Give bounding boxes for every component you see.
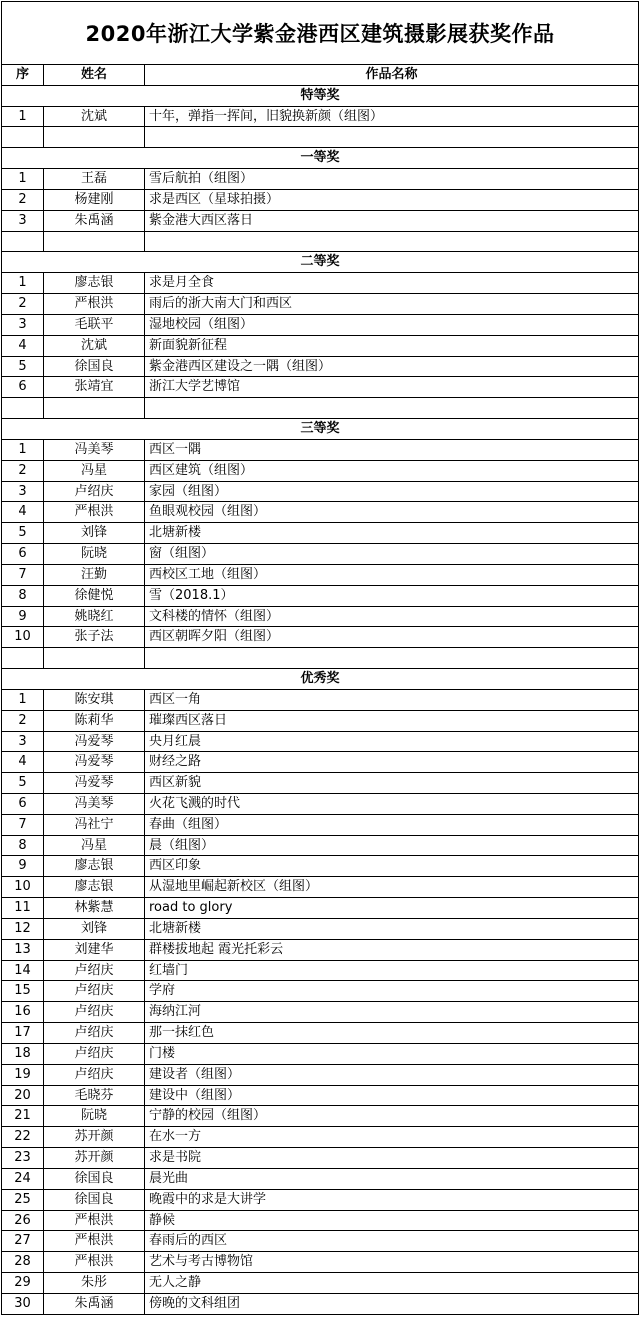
- row-work: 海纳江河: [149, 1004, 202, 1020]
- row-name: 廖志银: [44, 273, 145, 293]
- row-work: 十年，弹指一挥间，旧貌换新颜（组图）: [149, 108, 384, 124]
- blank-work: [145, 232, 638, 252]
- header-row: [2, 65, 638, 86]
- table-row: [2, 190, 638, 211]
- row-seq: 2: [2, 294, 44, 314]
- row-work: 春曲（组图）: [149, 816, 228, 832]
- table-row: [2, 732, 638, 753]
- row-work: 无人之静: [149, 1275, 202, 1291]
- row-name: 严根洪: [44, 1231, 145, 1251]
- table-row: [2, 502, 638, 523]
- row-seq: 6: [2, 377, 44, 397]
- table-row: [2, 1273, 638, 1294]
- table-row: [2, 961, 638, 982]
- row-work: 求是月全食: [149, 275, 215, 291]
- row-seq: 1: [2, 273, 44, 293]
- table-row: [2, 482, 638, 503]
- row-work: 宁静的校园（组图）: [149, 1108, 267, 1124]
- row-seq: 6: [2, 794, 44, 814]
- row-name: 沈斌: [44, 107, 145, 127]
- row-work: 晨光曲: [149, 1170, 189, 1186]
- row-seq: 22: [2, 1127, 44, 1147]
- section-title: 二等奖: [300, 254, 340, 270]
- table-row: [2, 273, 638, 294]
- row-work: 央月红晨: [149, 733, 202, 749]
- table-row: [2, 1044, 638, 1065]
- row-name: 卢绍庆: [44, 981, 145, 1001]
- row-work: 求是书院: [149, 1150, 202, 1166]
- section-title: 三等奖: [300, 421, 340, 437]
- row-name: 严根洪: [44, 294, 145, 314]
- row-work: 艺术与考古博物馆: [149, 1254, 254, 1270]
- row-work: road to glory: [149, 900, 233, 916]
- table-row: [2, 377, 638, 398]
- row-name: 冯爱琴: [44, 732, 145, 752]
- row-work: 家园（组图）: [149, 483, 228, 499]
- section-header-row: [2, 252, 638, 273]
- row-seq: 3: [2, 211, 44, 231]
- row-name: 张子法: [44, 627, 145, 647]
- table-row: [2, 1106, 638, 1127]
- table-row: [2, 523, 638, 544]
- row-seq: 8: [2, 836, 44, 856]
- row-seq: 11: [2, 898, 44, 918]
- row-name: 卢绍庆: [44, 961, 145, 981]
- table-row: [2, 1169, 638, 1190]
- row-seq: 4: [2, 752, 44, 772]
- row-seq: 19: [2, 1065, 44, 1085]
- row-seq: 25: [2, 1190, 44, 1210]
- table-row: [2, 1231, 638, 1252]
- row-work: 紫金港西区建设之一隅（组图）: [149, 358, 332, 374]
- table-row: [2, 1252, 638, 1273]
- row-name: 严根洪: [44, 1252, 145, 1272]
- row-work: 建设中（组图）: [149, 1087, 241, 1103]
- row-seq: 9: [2, 856, 44, 876]
- row-seq: 1: [2, 107, 44, 127]
- row-work: 群楼拔地起 霞光托彩云: [149, 941, 284, 957]
- table-row: [2, 940, 638, 961]
- row-seq: 18: [2, 1044, 44, 1064]
- row-name: 冯星: [44, 461, 145, 481]
- blank-row: [2, 648, 638, 669]
- row-work: 浙江大学艺博馆: [149, 379, 241, 395]
- table-row: [2, 294, 638, 315]
- table-row: [2, 794, 638, 815]
- row-name: 廖志银: [44, 877, 145, 897]
- row-work: 紫金港大西区落日: [149, 212, 254, 228]
- row-name: 卢绍庆: [44, 1023, 145, 1043]
- table-row: [2, 1294, 638, 1315]
- blank-name: [44, 127, 145, 147]
- blank-work: [145, 648, 638, 668]
- row-work: 雪后航拍（组图）: [149, 171, 254, 187]
- table-row: [2, 1190, 638, 1211]
- row-name: 徐国良: [44, 357, 145, 377]
- row-seq: 23: [2, 1148, 44, 1168]
- row-name: 陈莉华: [44, 711, 145, 731]
- row-work: 窗（组图）: [149, 546, 215, 562]
- row-name: 朱禹涵: [44, 1294, 145, 1315]
- award-table: [1, 1, 639, 1315]
- row-name: 毛晓芬: [44, 1086, 145, 1106]
- section-title: 一等奖: [300, 150, 340, 166]
- row-work: 西区一角: [149, 691, 202, 707]
- row-name: 冯美琴: [44, 440, 145, 460]
- row-seq: 6: [2, 544, 44, 564]
- blank-name: [44, 232, 145, 252]
- row-work: 求是西区（星球拍摄）: [149, 191, 280, 207]
- row-name: 阮晓: [44, 1106, 145, 1126]
- table-row: [2, 211, 638, 232]
- row-seq: 28: [2, 1252, 44, 1272]
- row-work: 北塘新楼: [149, 920, 202, 936]
- row-seq: 17: [2, 1023, 44, 1043]
- row-work: 西区建筑（组图）: [149, 462, 254, 478]
- row-work: 财经之路: [149, 754, 202, 770]
- table-row: [2, 1023, 638, 1044]
- row-seq: 29: [2, 1273, 44, 1293]
- row-seq: 9: [2, 607, 44, 627]
- row-seq: 3: [2, 482, 44, 502]
- table-row: [2, 919, 638, 940]
- table-row: [2, 586, 638, 607]
- blank-work: [145, 127, 638, 147]
- row-name: 朱禹涵: [44, 211, 145, 231]
- row-work: 西区新貌: [149, 775, 202, 791]
- blank-row: [2, 398, 638, 419]
- table-row: [2, 1086, 638, 1107]
- row-seq: 12: [2, 919, 44, 939]
- row-name: 冯爱琴: [44, 773, 145, 793]
- row-name: 刘锋: [44, 919, 145, 939]
- blank-row: [2, 127, 638, 148]
- table-row: [2, 1002, 638, 1023]
- row-seq: 5: [2, 357, 44, 377]
- row-work: 火花飞溅的时代: [149, 795, 241, 811]
- section-title: 优秀奖: [300, 671, 340, 687]
- table-row: [2, 607, 638, 628]
- table-title: 2020年浙江大学紫金港西区建筑摄影展获奖作品: [2, 2, 638, 65]
- section-header-row: [2, 148, 638, 169]
- section-header-row: [2, 419, 638, 440]
- table-row: [2, 627, 638, 648]
- row-work: 傍晚的文科组团: [149, 1295, 241, 1311]
- row-seq: 3: [2, 732, 44, 752]
- row-name: 刘建华: [44, 940, 145, 960]
- table-row: [2, 836, 638, 857]
- row-seq: 16: [2, 1002, 44, 1022]
- row-seq: 8: [2, 586, 44, 606]
- row-seq: 30: [2, 1294, 44, 1315]
- table-row: [2, 461, 638, 482]
- blank-seq: [2, 232, 44, 252]
- row-name: 卢绍庆: [44, 1065, 145, 1085]
- table-row: [2, 1127, 638, 1148]
- table-row: [2, 1211, 638, 1232]
- header-seq: 序: [2, 65, 44, 85]
- row-name: 严根洪: [44, 1211, 145, 1231]
- row-seq: 5: [2, 773, 44, 793]
- row-seq: 10: [2, 877, 44, 897]
- row-work: 北塘新楼: [149, 525, 202, 541]
- row-name: 王磊: [44, 169, 145, 189]
- row-seq: 15: [2, 981, 44, 1001]
- row-name: 冯爱琴: [44, 752, 145, 772]
- row-name: 卢绍庆: [44, 1002, 145, 1022]
- row-name: 严根洪: [44, 502, 145, 522]
- row-seq: 20: [2, 1086, 44, 1106]
- row-work: 红墙门: [149, 962, 189, 978]
- row-name: 沈斌: [44, 336, 145, 356]
- row-name: 卢绍庆: [44, 1044, 145, 1064]
- section-header-row: [2, 669, 638, 690]
- table-row: [2, 877, 638, 898]
- row-seq: 21: [2, 1106, 44, 1126]
- row-seq: 4: [2, 336, 44, 356]
- table-row: [2, 440, 638, 461]
- row-name: 汪勤: [44, 565, 145, 585]
- row-work: 那一抹红色: [149, 1025, 215, 1041]
- blank-seq: [2, 648, 44, 668]
- row-seq: 7: [2, 815, 44, 835]
- table-row: [2, 336, 638, 357]
- row-name: 张靖宜: [44, 377, 145, 397]
- table-row: [2, 773, 638, 794]
- section-title: 特等奖: [300, 87, 340, 103]
- table-row: [2, 711, 638, 732]
- table-row: [2, 315, 638, 336]
- row-name: 朱彤: [44, 1273, 145, 1293]
- table-body: [2, 86, 638, 1315]
- row-seq: 2: [2, 190, 44, 210]
- blank-name: [44, 648, 145, 668]
- row-name: 陈安琪: [44, 690, 145, 710]
- row-seq: 27: [2, 1231, 44, 1251]
- row-name: 徐国良: [44, 1169, 145, 1189]
- row-name: 冯美琴: [44, 794, 145, 814]
- row-work: 西校区工地（组图）: [149, 566, 267, 582]
- row-seq: 3: [2, 315, 44, 335]
- table-row: [2, 169, 638, 190]
- row-seq: 14: [2, 961, 44, 981]
- row-seq: 5: [2, 523, 44, 543]
- header-name: 姓名: [44, 65, 145, 85]
- row-name: 姚晓红: [44, 607, 145, 627]
- row-seq: 7: [2, 565, 44, 585]
- row-work: 文科楼的情怀（组图）: [149, 608, 280, 624]
- table-row: [2, 752, 638, 773]
- row-work: 学府: [149, 983, 176, 999]
- row-work: 鱼眼观校园（组图）: [149, 504, 267, 520]
- blank-seq: [2, 127, 44, 147]
- row-work: 璀璨西区落日: [149, 712, 228, 728]
- row-work: 春雨后的西区: [149, 1233, 228, 1249]
- row-name: 杨建刚: [44, 190, 145, 210]
- row-work: 西区印象: [149, 858, 202, 874]
- row-work: 新面貌新征程: [149, 337, 228, 353]
- row-seq: 2: [2, 461, 44, 481]
- table-row: [2, 690, 638, 711]
- table-row: [2, 815, 638, 836]
- row-work: 西区朝晖夕阳（组图）: [149, 629, 280, 645]
- table-row: [2, 856, 638, 877]
- row-seq: 1: [2, 690, 44, 710]
- row-name: 冯星: [44, 836, 145, 856]
- table-row: [2, 565, 638, 586]
- table-row: [2, 1065, 638, 1086]
- section-header-row: [2, 86, 638, 107]
- row-seq: 10: [2, 627, 44, 647]
- row-name: 卢绍庆: [44, 482, 145, 502]
- row-work: 湿地校园（组图）: [149, 316, 254, 332]
- row-seq: 26: [2, 1211, 44, 1231]
- table-row: [2, 544, 638, 565]
- table-row: [2, 981, 638, 1002]
- row-work: 雨后的浙大南大门和西区: [149, 296, 293, 312]
- row-work: 雪（2018.1）: [149, 587, 234, 603]
- table-row: [2, 898, 638, 919]
- row-work: 门楼: [149, 1045, 176, 1061]
- row-seq: 13: [2, 940, 44, 960]
- row-work: 从湿地里崛起新校区（组图）: [149, 879, 319, 895]
- row-name: 刘锋: [44, 523, 145, 543]
- row-seq: 2: [2, 711, 44, 731]
- row-name: 苏开颜: [44, 1127, 145, 1147]
- row-work: 晚霞中的求是大讲学: [149, 1191, 267, 1207]
- row-seq: 1: [2, 169, 44, 189]
- row-name: 阮晓: [44, 544, 145, 564]
- table-row: [2, 107, 638, 128]
- row-seq: 1: [2, 440, 44, 460]
- row-name: 苏开颜: [44, 1148, 145, 1168]
- row-work: 静候: [149, 1212, 176, 1228]
- row-name: 林紫慧: [44, 898, 145, 918]
- blank-seq: [2, 398, 44, 418]
- blank-name: [44, 398, 145, 418]
- row-name: 冯社宁: [44, 815, 145, 835]
- row-work: 建设者（组图）: [149, 1066, 241, 1082]
- row-seq: 24: [2, 1169, 44, 1189]
- row-work: 在水一方: [149, 1129, 202, 1145]
- table-row: [2, 357, 638, 378]
- row-name: 廖志银: [44, 856, 145, 876]
- row-name: 徐国良: [44, 1190, 145, 1210]
- row-name: 徐健悦: [44, 586, 145, 606]
- blank-row: [2, 232, 638, 253]
- row-work: 西区一隅: [149, 441, 202, 457]
- blank-work: [145, 398, 638, 418]
- row-seq: 4: [2, 502, 44, 522]
- row-name: 毛联平: [44, 315, 145, 335]
- row-work: 晨（组图）: [149, 837, 215, 853]
- table-row: [2, 1148, 638, 1169]
- header-work: 作品名称: [365, 67, 418, 82]
